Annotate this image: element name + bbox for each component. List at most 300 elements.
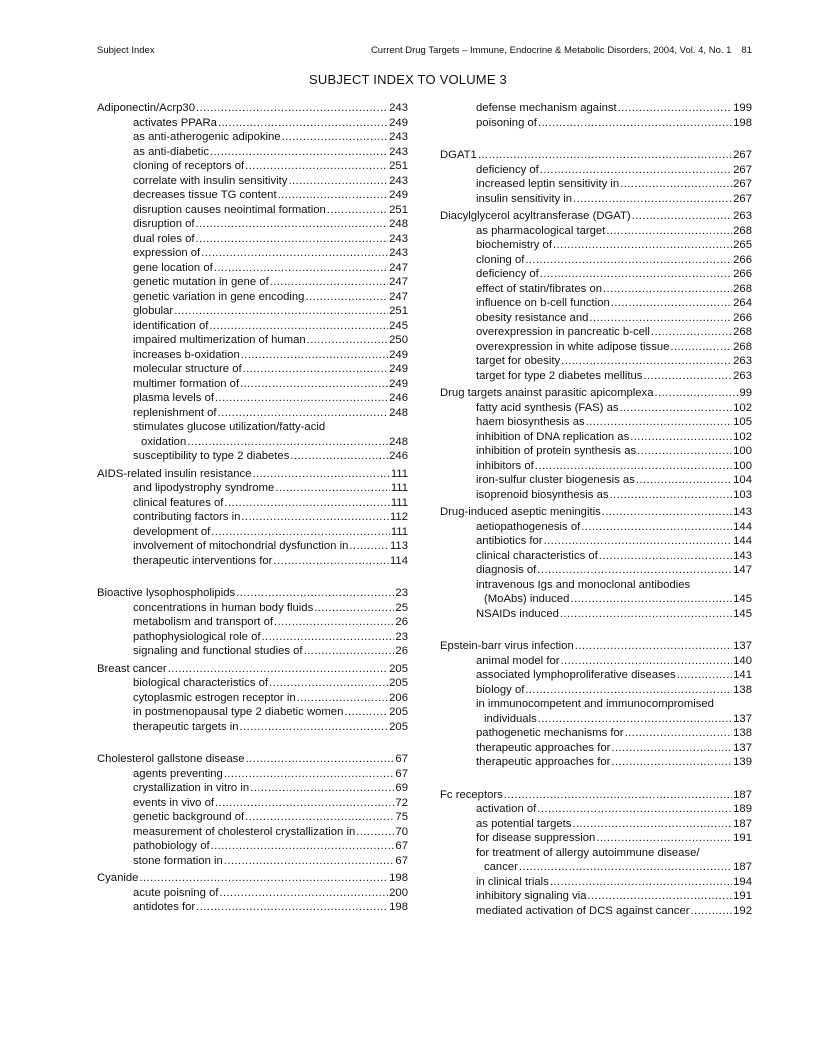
entry-term: inhibitory signaling via [476, 890, 587, 902]
entry-page-number: 104 [733, 474, 752, 486]
index-subentry [440, 282, 752, 297]
entry-term: animal model for [476, 654, 560, 667]
dot-leader [344, 705, 388, 720]
dot-leader [307, 333, 388, 348]
entry-term: AIDS-related insulin resistance [97, 467, 252, 480]
index-subentry [440, 116, 752, 131]
dot-leader [632, 209, 733, 224]
dot-leader [278, 188, 389, 203]
dot-leader [250, 781, 394, 796]
entry-term: correlate with insulin sensitivity [133, 174, 288, 187]
index-subentry [97, 406, 408, 421]
index-subentry [97, 481, 408, 496]
entry-term: Drug-induced aseptic meningitis [440, 506, 601, 518]
entry-page-number: 99 [739, 387, 752, 399]
entry-term: therapeutic approaches for [476, 756, 611, 768]
index-subentry [440, 163, 752, 178]
dot-leader [196, 217, 389, 232]
entry-page-number: 187 [733, 861, 752, 873]
index-subentry [440, 726, 752, 741]
entry-page-number: 67 [395, 753, 408, 765]
index-subentry-line: in immunocompetent and immunocompromised [476, 698, 714, 710]
dot-leader [243, 362, 389, 377]
entry-term: involvement of mitochondrial dysfunction in [133, 540, 349, 552]
entry-page-number: 198 [389, 872, 408, 884]
dot-leader [586, 415, 733, 430]
entry-page-number: 264 [733, 297, 752, 309]
entry-page-number: 75 [395, 811, 408, 823]
dot-leader [211, 525, 390, 540]
index-subentry [97, 781, 408, 796]
index-subentry [97, 217, 408, 232]
index-subentry [440, 224, 752, 239]
entry-term: influence on b-cell function [476, 297, 610, 309]
index-subentry [440, 654, 752, 669]
entry-term: agents preventing [133, 767, 223, 780]
entry-page-number: 243 [389, 232, 408, 245]
index-subentry [97, 435, 408, 450]
index-subentry [440, 520, 752, 535]
entry-page-number: 137 [733, 712, 752, 725]
entry-term: NSAIDs induced [476, 607, 559, 620]
journal-name: Current Drug Targets – Immune, Endocrine & Metabolic Disorders, 2004, Vol. 4, No. 1 [370, 45, 732, 56]
dot-leader [224, 496, 389, 511]
entry-term: haem biosynthesis as [476, 416, 585, 428]
entry-page-number: 23 [395, 587, 408, 599]
dot-leader [560, 607, 732, 622]
entry-term: contributing factors in [133, 511, 241, 523]
dot-leader [573, 192, 732, 207]
dot-leader [356, 825, 394, 840]
entry-page-number: 67 [395, 767, 408, 780]
entry-page-number: 243 [389, 102, 408, 114]
index-subentry [440, 592, 752, 607]
index-subentry [97, 525, 408, 540]
entry-page-number: 111 [390, 525, 408, 538]
dot-leader [581, 520, 732, 535]
entry-page-number: 67 [395, 854, 408, 867]
entry-term: Cholesterol gallstone disease [97, 753, 245, 765]
entry-term: inhibition of protein synthesis as [476, 445, 637, 457]
dot-leader [210, 145, 388, 160]
index-subentry [97, 601, 408, 616]
entry-term: multimer formation of [133, 377, 240, 390]
index-subentry [97, 705, 408, 720]
dot-leader [168, 662, 388, 677]
index-subentry [97, 767, 408, 782]
index-subentry [97, 554, 408, 569]
index-subentry [440, 415, 752, 430]
index-subentry [440, 444, 752, 459]
index-subentry [97, 116, 408, 131]
dot-leader [599, 549, 732, 564]
entry-term: poisoning of [476, 116, 537, 129]
entry-page-number: 205 [389, 706, 408, 718]
dot-leader [196, 900, 388, 915]
index-subentry [97, 496, 408, 511]
index-subentry [440, 755, 752, 770]
entry-page-number: 251 [389, 305, 408, 317]
index-subentry [440, 668, 752, 683]
dot-leader [273, 554, 389, 569]
index-subentry [440, 534, 752, 549]
section-spacer [440, 621, 752, 639]
entry-page-number: 206 [389, 691, 408, 704]
dot-leader [241, 510, 389, 525]
entry-page-number: 137 [733, 640, 752, 652]
entry-term: deficiency of [476, 268, 539, 280]
entry-term: susceptibility to type 2 diabetes [133, 450, 290, 462]
index-subentry [97, 246, 408, 261]
dot-leader [240, 377, 388, 392]
index-subentry [440, 325, 752, 340]
dot-leader [218, 406, 389, 421]
dot-leader [349, 539, 389, 554]
index-subentry [440, 549, 752, 564]
index-main-entry [440, 788, 752, 803]
entry-page-number: 265 [733, 239, 752, 251]
entry-page-number: 267 [733, 178, 752, 190]
index-subentry [440, 369, 752, 384]
entry-term: genetic background of [133, 811, 245, 823]
entry-term: insulin sensitivity in [476, 192, 573, 205]
entry-term: aetiopathogenesis of [476, 520, 581, 533]
dot-leader [196, 232, 389, 247]
entry-page-number: 263 [733, 210, 752, 222]
section-label: Subject Index [97, 45, 155, 56]
entry-term: plasma levels of [133, 392, 214, 404]
index-main-entry [440, 386, 752, 401]
entry-term: Drug targets anainst parasitic apicomplexa [440, 387, 654, 399]
entry-term: individuals [484, 712, 537, 725]
index-main-entry [97, 871, 408, 886]
entry-page-number: 198 [389, 901, 408, 913]
index-subentry [440, 889, 752, 904]
entry-term: pathophysiological role of [133, 630, 261, 643]
entry-page-number: 243 [389, 131, 408, 143]
entry-page-number: 205 [389, 677, 408, 689]
index-subentry [97, 676, 408, 691]
entry-term: activation of [476, 803, 537, 815]
index-subentry [97, 275, 408, 290]
entry-term: deficiency of [476, 163, 539, 176]
entry-page-number: 111 [390, 467, 408, 480]
entry-page-number: 267 [733, 163, 752, 176]
entry-term: Adiponectin/Acrp30 [97, 102, 195, 114]
dot-leader [196, 101, 388, 116]
dot-leader [275, 481, 390, 496]
dot-leader [570, 592, 732, 607]
entry-term: increased leptin sensitivity in [476, 178, 620, 190]
section-spacer [440, 770, 752, 788]
entry-term: therapeutic interventions for [133, 554, 273, 567]
entry-term: as potential targets [476, 817, 572, 830]
dot-leader [630, 430, 732, 445]
entry-page-number: 26 [395, 616, 408, 628]
dot-leader [561, 654, 733, 669]
dot-leader [670, 340, 732, 355]
dot-leader [620, 177, 732, 192]
entry-term: for disease suppression [476, 832, 596, 844]
entry-term: identification of [133, 319, 209, 332]
dot-leader [589, 311, 732, 326]
entry-page-number: 187 [733, 817, 752, 830]
dot-leader [215, 796, 394, 811]
entry-page-number: 111 [390, 482, 408, 494]
entry-term: activates PPARa [133, 116, 217, 129]
index-main-entry [440, 505, 752, 520]
entry-term: antibiotics for [476, 535, 543, 547]
entry-term: antidotes for [133, 901, 196, 913]
dot-leader [691, 904, 733, 919]
dot-leader [327, 203, 388, 218]
dot-leader [224, 854, 395, 869]
index-subentry [97, 449, 408, 464]
entry-page-number: 145 [733, 593, 752, 605]
index-subentry [440, 473, 752, 488]
index-subentry [97, 720, 408, 735]
entry-page-number: 69 [395, 782, 408, 794]
entry-term: clinical features of [133, 496, 224, 509]
dot-leader [525, 253, 732, 268]
index-subentry [97, 290, 408, 305]
entry-page-number: 192 [733, 904, 752, 917]
index-subentry [97, 232, 408, 247]
index-subentry [440, 192, 752, 207]
entry-page-number: 100 [733, 445, 752, 457]
dot-leader [537, 563, 732, 578]
journal-citation [371, 45, 752, 59]
dot-leader [478, 148, 732, 163]
entry-term: and lipodystrophy syndrome [133, 482, 275, 494]
entry-term: molecular structure of [133, 363, 242, 375]
dot-leader [314, 601, 394, 616]
index-subentry [440, 238, 752, 253]
entry-term: as anti-atherogenic adipokine [133, 131, 281, 143]
section-spacer [97, 568, 408, 586]
dot-leader [575, 639, 732, 654]
entry-term: therapeutic approaches for [476, 741, 611, 754]
entry-term: Epstein-barr virus infection [440, 640, 574, 652]
entry-term: Bioactive lysophospholipids [97, 587, 236, 599]
index-subentry [97, 159, 408, 174]
entry-page-number: 243 [389, 145, 408, 158]
entry-term: isoprenoid biosynthesis as [476, 488, 609, 501]
dot-leader [288, 174, 388, 189]
index-subentry-line: intravenous Igs and monoclonal antibodies [476, 578, 691, 591]
index-subentry [440, 802, 752, 817]
entry-term: Diacylglycerol acyltransferase (DGAT) [440, 210, 631, 222]
index-main-entry [97, 586, 408, 601]
entry-page-number: 72 [395, 796, 408, 809]
dot-leader [270, 275, 388, 290]
entry-term: cloning of [476, 253, 525, 266]
dot-leader [262, 630, 395, 645]
entry-term: in clinical trials [476, 875, 549, 888]
entry-term: events in vivo of [133, 796, 215, 809]
dot-leader [236, 586, 394, 601]
entry-page-number: 248 [389, 218, 408, 230]
entry-term: impaired multimerization of human [133, 334, 306, 346]
entry-page-number: 266 [733, 268, 752, 280]
entry-term: biochemistry of [476, 239, 552, 251]
dot-leader [201, 246, 388, 261]
index-subentry [97, 377, 408, 392]
entry-term: inhibitors of [476, 459, 534, 472]
entry-term: crystallization in vitro in [133, 782, 250, 794]
index-subentry [440, 311, 752, 326]
entry-term: acute poisning of [133, 886, 219, 899]
entry-term: Cyanide [97, 872, 139, 884]
dot-leader [246, 752, 395, 767]
dot-leader [215, 391, 388, 406]
entry-page-number: 247 [389, 261, 408, 274]
dot-leader [504, 788, 732, 803]
entry-term: defense mechanism against [476, 102, 617, 114]
index-subentry [440, 683, 752, 698]
entry-term: clinical characteristics of [476, 549, 598, 562]
index-subentry-line: for treatment of allergy autoimmune disease/ [476, 846, 700, 859]
dot-leader [245, 810, 394, 825]
entry-term: associated lymphoproliferative diseases [476, 669, 676, 681]
entry-term: as pharmacological target [476, 224, 606, 237]
dot-leader [305, 290, 388, 305]
entry-term: expression of [133, 247, 201, 259]
index-subentry [97, 130, 408, 145]
index-subentry [97, 304, 408, 319]
dot-leader [187, 435, 388, 450]
entry-page-number: 249 [389, 348, 408, 361]
entry-term: (MoAbs) induced [484, 593, 570, 605]
section-spacer [440, 130, 752, 148]
dot-leader [620, 401, 733, 416]
entry-term: disruption causes neointimal formation [133, 203, 326, 216]
dot-leader [209, 319, 388, 334]
dot-leader [550, 875, 732, 890]
entry-term: inhibition of DNA replication as [476, 430, 630, 443]
entry-page-number: 267 [733, 149, 752, 161]
index-column-left [97, 101, 408, 915]
index-subentry [440, 712, 752, 727]
entry-term: Fc receptors [440, 788, 503, 801]
entry-term: pathogenetic mechanisms for [476, 727, 624, 739]
index-subentry [440, 340, 752, 355]
entry-term: genetic variation in gene encoding [133, 290, 305, 303]
entry-term: as anti-diabetic [133, 145, 209, 158]
entry-term: genetic mutation in gene of [133, 276, 269, 288]
dot-leader [611, 755, 732, 770]
dot-leader [540, 163, 732, 178]
index-subentry [97, 174, 408, 189]
index-subentry [440, 296, 752, 311]
entry-page-number: 247 [389, 276, 408, 288]
entry-term: effect of statin/fibrates on [476, 282, 603, 295]
entry-term: disruption of [133, 218, 195, 230]
entry-term: Breast cancer [97, 662, 167, 675]
entry-page-number: 143 [733, 549, 752, 562]
entry-page-number: 102 [733, 430, 752, 443]
entry-page-number: 268 [733, 326, 752, 338]
entry-page-number: 25 [395, 601, 408, 614]
dot-leader [588, 889, 733, 904]
dot-leader [544, 534, 733, 549]
dot-leader [561, 354, 732, 369]
index-subentry [97, 333, 408, 348]
dot-leader [618, 101, 732, 116]
entry-term: stone formation in [133, 854, 223, 867]
entry-page-number: 243 [389, 247, 408, 259]
dot-leader [241, 348, 388, 363]
entry-term: development of [133, 525, 211, 538]
entry-term: obesity resistance and [476, 311, 589, 324]
index-subentry [97, 539, 408, 554]
running-head [97, 45, 752, 59]
index-main-entry [440, 148, 752, 163]
entry-page-number: 194 [733, 875, 752, 888]
entry-page-number: 144 [733, 520, 752, 533]
entry-page-number: 267 [733, 192, 752, 205]
entry-term: overexpression in white adipose tissue [476, 340, 670, 353]
index-subentry [97, 319, 408, 334]
page-title: SUBJECT INDEX TO VOLUME 3 [309, 72, 507, 87]
entry-page-number: 138 [733, 683, 752, 696]
entry-term: fatty acid synthesis (FAS) as [476, 401, 619, 414]
entry-page-number: 191 [733, 832, 752, 844]
dot-leader [535, 459, 732, 474]
index-subentry [97, 615, 408, 630]
entry-term: cancer [484, 861, 518, 873]
index-subentry [97, 203, 408, 218]
dot-leader [596, 831, 732, 846]
entry-term: increases b-oxidation [133, 348, 240, 361]
section-spacer [97, 734, 408, 752]
dot-leader [651, 325, 732, 340]
index-subentry [97, 839, 408, 854]
entry-term: decreases tissue TG content [133, 189, 277, 201]
entry-page-number: 103 [733, 488, 752, 501]
entry-page-number: 263 [733, 355, 752, 367]
entry-term: in postmenopausal type 2 diabetic women [133, 706, 344, 718]
entry-page-number: 245 [389, 319, 408, 332]
dot-leader [174, 304, 388, 319]
index-main-entry [97, 752, 408, 767]
index-subentry [440, 904, 752, 919]
index-subentry [97, 188, 408, 203]
dot-leader [282, 130, 389, 145]
entry-page-number: 138 [733, 727, 752, 739]
dot-leader [214, 261, 388, 276]
index-subentry [97, 391, 408, 406]
entry-term: overexpression in pancreatic b-cell [476, 326, 650, 338]
index-subentry [97, 825, 408, 840]
entry-page-number: 266 [733, 253, 752, 266]
dot-leader [519, 860, 732, 875]
dot-leader [139, 871, 388, 886]
entry-term: replenishment of [133, 406, 217, 419]
dot-leader [538, 116, 732, 131]
entry-page-number: 248 [389, 406, 408, 419]
index-subentry [440, 354, 752, 369]
index-subentry [440, 817, 752, 832]
entry-page-number: 243 [389, 174, 408, 187]
index-subentry [440, 860, 752, 875]
entry-page-number: 105 [733, 416, 752, 428]
dot-leader [540, 267, 732, 282]
page-number: 81 [741, 45, 752, 56]
dot-leader [603, 282, 732, 297]
entry-term: cloning of receptors of [133, 160, 245, 172]
entry-term: signaling and functional studies of [133, 645, 303, 657]
